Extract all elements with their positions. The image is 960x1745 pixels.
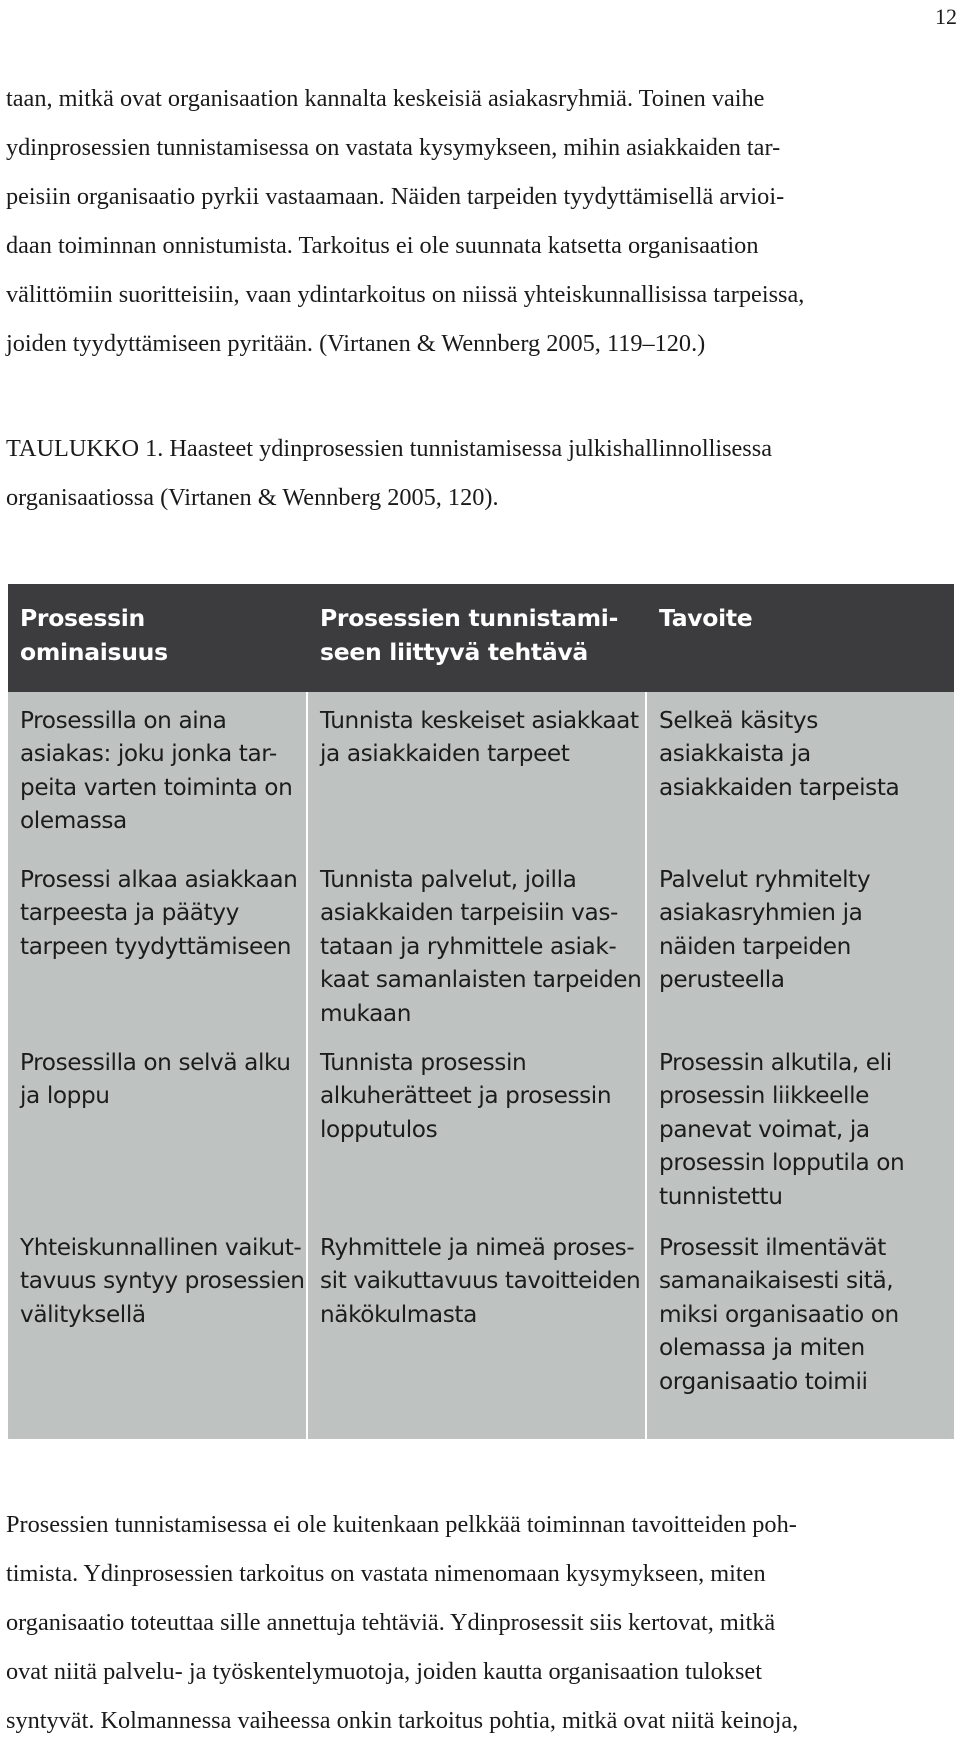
caption-line: TAULUKKO 1. Haasteet ydinprosessien tunnistamisessa julkishallinnollisessa	[6, 435, 773, 462]
table-cell	[659, 704, 899, 804]
table-cell	[659, 863, 870, 997]
cell-line: Prosessi alkaa asiakkaan	[20, 866, 298, 893]
text-line: organisaatio toteuttaa sille annettuja tehtäviä. Ydinprosessit siis kertovat, mitkä	[6, 1609, 776, 1636]
outro-paragraph	[6, 1500, 950, 1745]
header-line: Tavoite	[659, 604, 753, 632]
cell-line: miksi organisaatio on	[659, 1300, 899, 1328]
table-caption	[6, 424, 950, 522]
cell-line: tarpeen tyydyttämiseen	[20, 932, 292, 960]
cell-line: Tunnista palvelut, joilla	[320, 866, 577, 893]
text-line: daan toiminnan onnistumista. Tarkoitus ei ole suunnata katsetta organisaation	[6, 232, 759, 259]
table-cell	[320, 1046, 611, 1146]
cell-line: asiakasryhmien ja	[659, 899, 863, 927]
cell-line: organisaatio toimii	[659, 1367, 868, 1395]
text-line: joiden tyydyttämiseen pyritään. (Virtanen & Wennberg 2005, 119–120.)	[6, 330, 706, 357]
cell-line: prosessin liikkeelle	[659, 1082, 869, 1110]
table-cell	[320, 1231, 640, 1331]
cell-line: tavuus syntyy prosessien	[20, 1267, 305, 1295]
cell-line: Prosessin alkutila, eli	[659, 1049, 892, 1076]
cell-line: mukaan	[320, 999, 412, 1027]
text-line: ovat niitä palvelu- ja työskentelymuotoja, joiden kautta organisaation tulokset	[6, 1658, 762, 1685]
cell-line: Prosessilla on selvä alku	[20, 1049, 291, 1076]
page-number: 12	[935, 4, 957, 29]
table-cell	[20, 704, 292, 838]
cell-line: samanaikaisesti sitä,	[659, 1267, 894, 1295]
header-line: Prosessien tunnistami-	[320, 604, 619, 632]
table-cell	[320, 863, 641, 1030]
process-table	[8, 584, 954, 1439]
cell-line: prosessin lopputila on	[659, 1149, 905, 1177]
header-line: Prosessin	[20, 604, 145, 632]
text-line: välittömiin suoritteisiin, vaan ydintarkoitus on niissä yhteiskunnallisissa tarpeissa,	[6, 281, 805, 308]
intro-paragraph	[6, 74, 950, 368]
cell-line: Palvelut ryhmitelty	[659, 866, 871, 893]
cell-line: asiakas: joku jonka tar-	[20, 740, 277, 768]
cell-line: välityksellä	[20, 1300, 146, 1328]
cell-line: näiden tarpeiden	[659, 932, 851, 960]
cell-line: ja loppu	[20, 1082, 110, 1110]
caption-line: organisaatiossa (Virtanen & Wennberg 2005, 120).	[6, 484, 499, 511]
cell-line: Ryhmittele ja nimeä proses-	[320, 1234, 635, 1261]
header-line: seen liittyvä tehtävä	[320, 638, 588, 666]
cell-line: asiakkaiden tarpeista	[659, 773, 900, 801]
cell-line: perusteella	[659, 966, 785, 994]
table-cell	[659, 1231, 899, 1398]
cell-line: asiakkaiden tarpeisiin vas-	[320, 899, 618, 927]
cell-line: olemassa ja miten	[659, 1334, 865, 1362]
cell-line: tataan ja ryhmittele asiak-	[320, 932, 617, 960]
header-cell-task	[320, 601, 618, 669]
text-line: taan, mitkä ovat organisaation kannalta keskeisiä asiakasryhmiä. Toinen vaihe	[6, 85, 765, 112]
text-line: Prosessien tunnistamisessa ei ole kuitenkaan pelkkää toiminnan tavoitteiden poh-	[6, 1511, 797, 1538]
cell-line: olemassa	[20, 807, 127, 835]
header-line: ominaisuus	[20, 638, 168, 666]
cell-line: Prosessilla on aina	[20, 707, 227, 734]
text-line: syntyvät. Kolmannessa vaiheessa onkin tarkoitus pohtia, mitkä ovat niitä keinoja,	[6, 1707, 799, 1734]
table-cell	[20, 863, 297, 963]
cell-line: Prosessit ilmentävät	[659, 1234, 886, 1261]
cell-line: näkökulmasta	[320, 1300, 477, 1328]
table-header	[8, 584, 954, 692]
cell-line: panevat voimat, ja	[659, 1115, 870, 1143]
cell-line: Yhteiskunnallinen vaikut-	[20, 1234, 302, 1261]
cell-line: ja asiakkaiden tarpeet	[320, 740, 570, 768]
cell-line: asiakkaista ja	[659, 740, 811, 768]
cell-line: Selkeä käsitys	[659, 707, 818, 734]
text-line: peisiin organisaatio pyrkii vastaamaan. Näiden tarpeiden tyydyttämisellä arvioi-	[6, 183, 785, 210]
text-line: timista. Ydinprosessien tarkoitus on vastata nimenomaan kysymykseen, miten	[6, 1560, 766, 1587]
cell-line: lopputulos	[320, 1115, 438, 1143]
table-cell	[659, 1046, 904, 1213]
cell-line: alkuherätteet ja prosessin	[320, 1082, 612, 1110]
table-cell	[20, 1231, 305, 1331]
column-divider	[306, 692, 308, 1439]
column-divider	[645, 692, 647, 1439]
cell-line: Tunnista keskeiset asiakkaat	[320, 707, 639, 734]
table-cell	[320, 704, 639, 771]
header-cell-characteristic	[20, 601, 168, 669]
cell-line: kaat samanlaisten tarpeiden	[320, 966, 642, 994]
text-line: ydinprosessien tunnistamisessa on vastata kysymykseen, mihin asiakkaiden tar-	[6, 134, 781, 161]
cell-line: peita varten toiminta on	[20, 773, 293, 801]
cell-line: tarpeesta ja päätyy	[20, 899, 239, 927]
header-cell-goal	[659, 601, 752, 635]
table-cell	[20, 1046, 291, 1113]
cell-line: sit vaikuttavuus tavoitteiden	[320, 1267, 641, 1295]
cell-line: Tunnista prosessin	[320, 1049, 527, 1076]
cell-line: tunnistettu	[659, 1182, 783, 1210]
